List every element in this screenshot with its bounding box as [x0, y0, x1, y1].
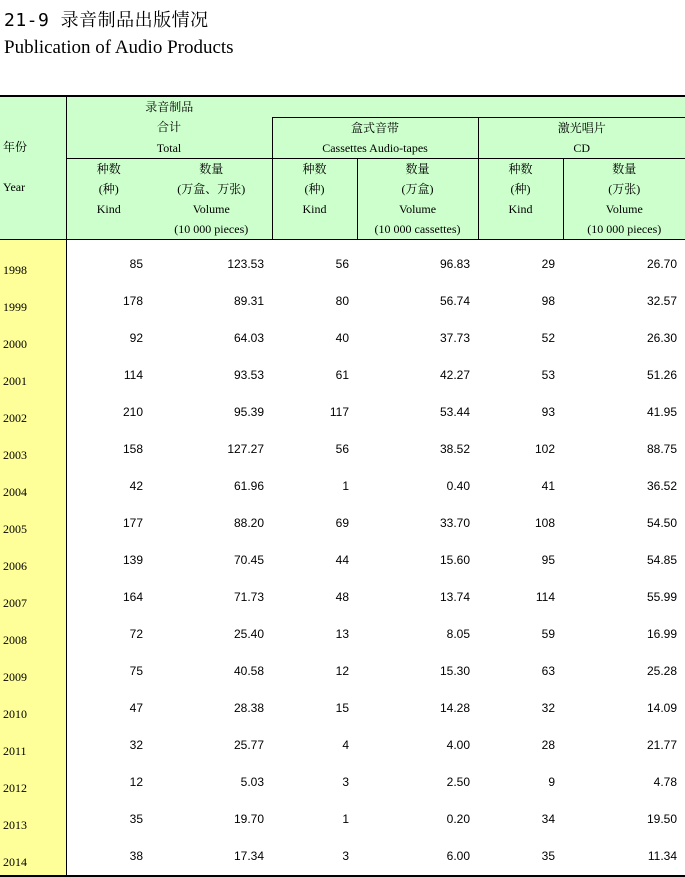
- sub-header-cd-kind: 种数 (种) Kind: [478, 158, 563, 239]
- year-cell: 2012: [0, 764, 66, 801]
- total-kind-cell: 35: [129, 812, 143, 826]
- table-row: [0, 283, 685, 320]
- year-cell: 2002: [0, 394, 66, 431]
- table-row: [0, 357, 685, 394]
- cd-kind-cell: 95: [541, 553, 556, 567]
- cd-volume-cell: 54.50: [646, 516, 678, 530]
- total-volume-cell: 93.53: [233, 368, 265, 382]
- table-row: [0, 431, 685, 468]
- cd-kind-cell: 28: [541, 738, 556, 752]
- total-volume-cell: 88.20: [233, 516, 265, 530]
- cd-volume-cell: 14.09: [646, 701, 678, 715]
- year-cell: 2005: [0, 505, 66, 542]
- cd-volume-cell: 88.75: [646, 442, 678, 456]
- cassette-kind-cell: 56: [335, 257, 350, 271]
- cd-volume-cell: 16.99: [646, 627, 678, 641]
- total-kind-cell: 114: [123, 368, 143, 382]
- year-cell: 1998: [0, 239, 66, 283]
- total-kind-cell: 178: [122, 294, 143, 308]
- audio-products-group-header: 录音制品: [66, 96, 272, 117]
- cassette-kind-cell: 48: [335, 590, 350, 604]
- cd-header-en: CD: [478, 138, 685, 159]
- table-row: [0, 239, 685, 283]
- total-volume-cell: 71.73: [233, 590, 265, 604]
- cassette-kind-cell: 44: [335, 553, 350, 567]
- table-row: [0, 468, 685, 505]
- cassette-volume-cell: 56.74: [439, 294, 471, 308]
- year-header-en: Year: [3, 180, 26, 194]
- cd-volume-cell: 11.34: [563, 838, 685, 876]
- table-row: [0, 542, 685, 579]
- total-volume-cell: 25.40: [233, 627, 265, 641]
- cd-kind-cell: 114: [535, 590, 556, 604]
- total-kind-cell: 32: [129, 738, 143, 752]
- cassette-kind-cell: 117: [329, 405, 350, 419]
- table-row: [0, 394, 685, 431]
- total-volume-cell: 95.39: [233, 405, 265, 419]
- table-row: [0, 579, 685, 616]
- total-kind-cell: 164: [122, 590, 143, 604]
- cd-volume-cell: 32.57: [646, 294, 678, 308]
- cd-volume-cell: 25.28: [646, 664, 678, 678]
- total-header-cn: 合计: [66, 117, 272, 138]
- cassette-volume-cell: 8.05: [446, 627, 471, 641]
- cd-kind-cell: 63: [541, 664, 556, 678]
- total-kind-cell: 75: [129, 664, 143, 678]
- year-cell: 1999: [0, 283, 66, 320]
- cd-volume-cell: 55.99: [646, 590, 678, 604]
- cassette-kind-cell: 56: [335, 442, 350, 456]
- cd-volume-cell: 4.78: [653, 775, 678, 789]
- cd-volume-cell: 21.77: [646, 738, 678, 752]
- cd-volume-cell: 54.85: [646, 553, 678, 567]
- cd-kind-cell: 29: [541, 257, 556, 271]
- cassette-volume-cell: 2.50: [446, 775, 471, 789]
- cd-volume-cell: 51.26: [646, 368, 678, 382]
- year-column-header: [0, 96, 66, 239]
- total-kind-cell: 139: [122, 553, 143, 567]
- total-kind-cell: 12: [129, 775, 143, 789]
- year-cell: 2014: [0, 838, 66, 876]
- cassette-kind-cell: 69: [335, 516, 350, 530]
- cd-volume-cell: 26.70: [646, 257, 678, 271]
- sub-header-total-kind: 种数 (种) Kind: [66, 158, 151, 239]
- table-row: [0, 690, 685, 727]
- cassette-volume-cell: 0.20: [446, 812, 471, 826]
- cassette-kind-cell: 15: [335, 701, 350, 715]
- table-row: [0, 320, 685, 357]
- year-cell: 2003: [0, 431, 66, 468]
- cd-kind-cell: 32: [541, 701, 556, 715]
- cassette-volume-cell: 38.52: [439, 442, 471, 456]
- table-title-chinese: 21-9 录音制品出版情况: [4, 10, 209, 31]
- total-kind-cell: 158: [122, 442, 143, 456]
- table-title-english: Publication of Audio Products: [4, 37, 234, 58]
- sub-header-cd-volume: 数量 (万张) Volume (10 000 pieces): [563, 158, 685, 239]
- total-kind-cell: 38: [66, 838, 151, 876]
- total-kind-cell: 42: [129, 479, 143, 493]
- cassette-volume-cell: 96.83: [439, 257, 471, 271]
- cassette-volume-cell: 33.70: [439, 516, 471, 530]
- total-header-en: Total: [66, 138, 272, 159]
- total-kind-cell: 85: [129, 257, 143, 271]
- table-row: [0, 505, 685, 542]
- cd-kind-cell: 102: [534, 442, 556, 456]
- cassette-header-en: Cassettes Audio-tapes: [272, 138, 478, 159]
- total-kind-cell: 72: [129, 627, 143, 641]
- cd-volume-cell: 19.50: [646, 812, 678, 826]
- total-kind-cell: 210: [122, 405, 143, 419]
- cassette-kind-cell: 13: [335, 627, 350, 641]
- year-cell: 2008: [0, 616, 66, 653]
- year-cell: 2011: [0, 727, 66, 764]
- cd-kind-cell: 9: [548, 775, 556, 789]
- year-cell: 2001: [0, 357, 66, 394]
- cassette-kind-cell: 1: [342, 812, 350, 826]
- cassette-kind-cell: 3: [342, 775, 350, 789]
- year-cell: 2010: [0, 690, 66, 727]
- cd-kind-cell: 41: [541, 479, 556, 493]
- cassette-volume-cell: 13.74: [439, 590, 471, 604]
- cassette-kind-cell: 80: [335, 294, 350, 308]
- cassette-volume-cell: 14.28: [439, 701, 471, 715]
- total-volume-cell: 28.38: [233, 701, 265, 715]
- cd-kind-cell: 98: [541, 294, 556, 308]
- cassette-volume-cell: 15.30: [439, 664, 471, 678]
- table-row: [0, 838, 685, 876]
- total-volume-cell: 70.45: [233, 553, 265, 567]
- sub-header-cassette-kind: 种数 (种) Kind: [272, 158, 357, 239]
- cassette-volume-cell: 37.73: [439, 331, 471, 345]
- year-header-cn: 年份: [3, 140, 28, 154]
- cd-kind-cell: 59: [541, 627, 556, 641]
- cassette-volume-cell: 53.44: [439, 405, 471, 419]
- total-volume-cell: 25.77: [233, 738, 265, 752]
- cassette-volume-cell: 0.40: [446, 479, 471, 493]
- cassette-kind-cell: 1: [342, 479, 350, 493]
- total-kind-cell: 177: [122, 516, 143, 530]
- table-body: [0, 239, 685, 876]
- audio-products-table: [0, 95, 685, 877]
- total-volume-cell: 61.96: [233, 479, 265, 493]
- table-row: [0, 801, 685, 838]
- cassette-volume-cell: 4.00: [446, 738, 471, 752]
- total-kind-cell: 92: [129, 331, 143, 345]
- cassette-volume-cell: 6.00: [357, 838, 478, 876]
- cd-kind-cell: 52: [541, 331, 556, 345]
- cassette-kind-cell: 12: [335, 664, 350, 678]
- cassette-kind-cell: 40: [335, 331, 350, 345]
- cd-volume-cell: 36.52: [646, 479, 678, 493]
- total-volume-cell: 123.53: [227, 257, 265, 271]
- sub-header-cassette-volume: 数量 (万盒) Volume (10 000 cassettes): [357, 158, 478, 239]
- total-volume-cell: 17.34: [151, 838, 272, 876]
- total-volume-cell: 19.70: [233, 812, 265, 826]
- year-cell: 2007: [0, 579, 66, 616]
- cd-volume-cell: 41.95: [646, 405, 678, 419]
- cd-kind-cell: 35: [478, 838, 563, 876]
- cd-kind-cell: 108: [534, 516, 556, 530]
- cd-header-cn: 激光唱片: [478, 117, 685, 138]
- year-cell: 2009: [0, 653, 66, 690]
- total-volume-cell: 64.03: [233, 331, 265, 345]
- total-kind-cell: 47: [129, 701, 143, 715]
- total-volume-cell: 5.03: [240, 775, 265, 789]
- cassette-kind-cell: 3: [272, 838, 357, 876]
- cd-volume-cell: 26.30: [646, 331, 678, 345]
- total-volume-cell: 127.27: [227, 442, 265, 456]
- cd-kind-cell: 53: [541, 368, 556, 382]
- sub-header-total-volume: 数量 (万盒、万张) Volume (10 000 pieces): [151, 158, 272, 239]
- cassette-kind-cell: 4: [342, 738, 350, 752]
- year-cell: 2004: [0, 468, 66, 505]
- cd-kind-cell: 93: [541, 405, 556, 419]
- cd-kind-cell: 34: [541, 812, 556, 826]
- year-cell: 2013: [0, 801, 66, 838]
- year-cell: 2000: [0, 320, 66, 357]
- total-volume-cell: 40.58: [233, 664, 265, 678]
- cassette-header-cn: 盒式音带: [272, 117, 478, 138]
- table-row: [0, 764, 685, 801]
- table-row: [0, 653, 685, 690]
- table-row: [0, 727, 685, 764]
- total-volume-cell: 89.31: [233, 294, 265, 308]
- cassette-kind-cell: 61: [335, 368, 350, 382]
- year-cell: 2006: [0, 542, 66, 579]
- cassette-volume-cell: 15.60: [439, 553, 471, 567]
- table-row: [0, 616, 685, 653]
- cassette-volume-cell: 42.27: [439, 368, 471, 382]
